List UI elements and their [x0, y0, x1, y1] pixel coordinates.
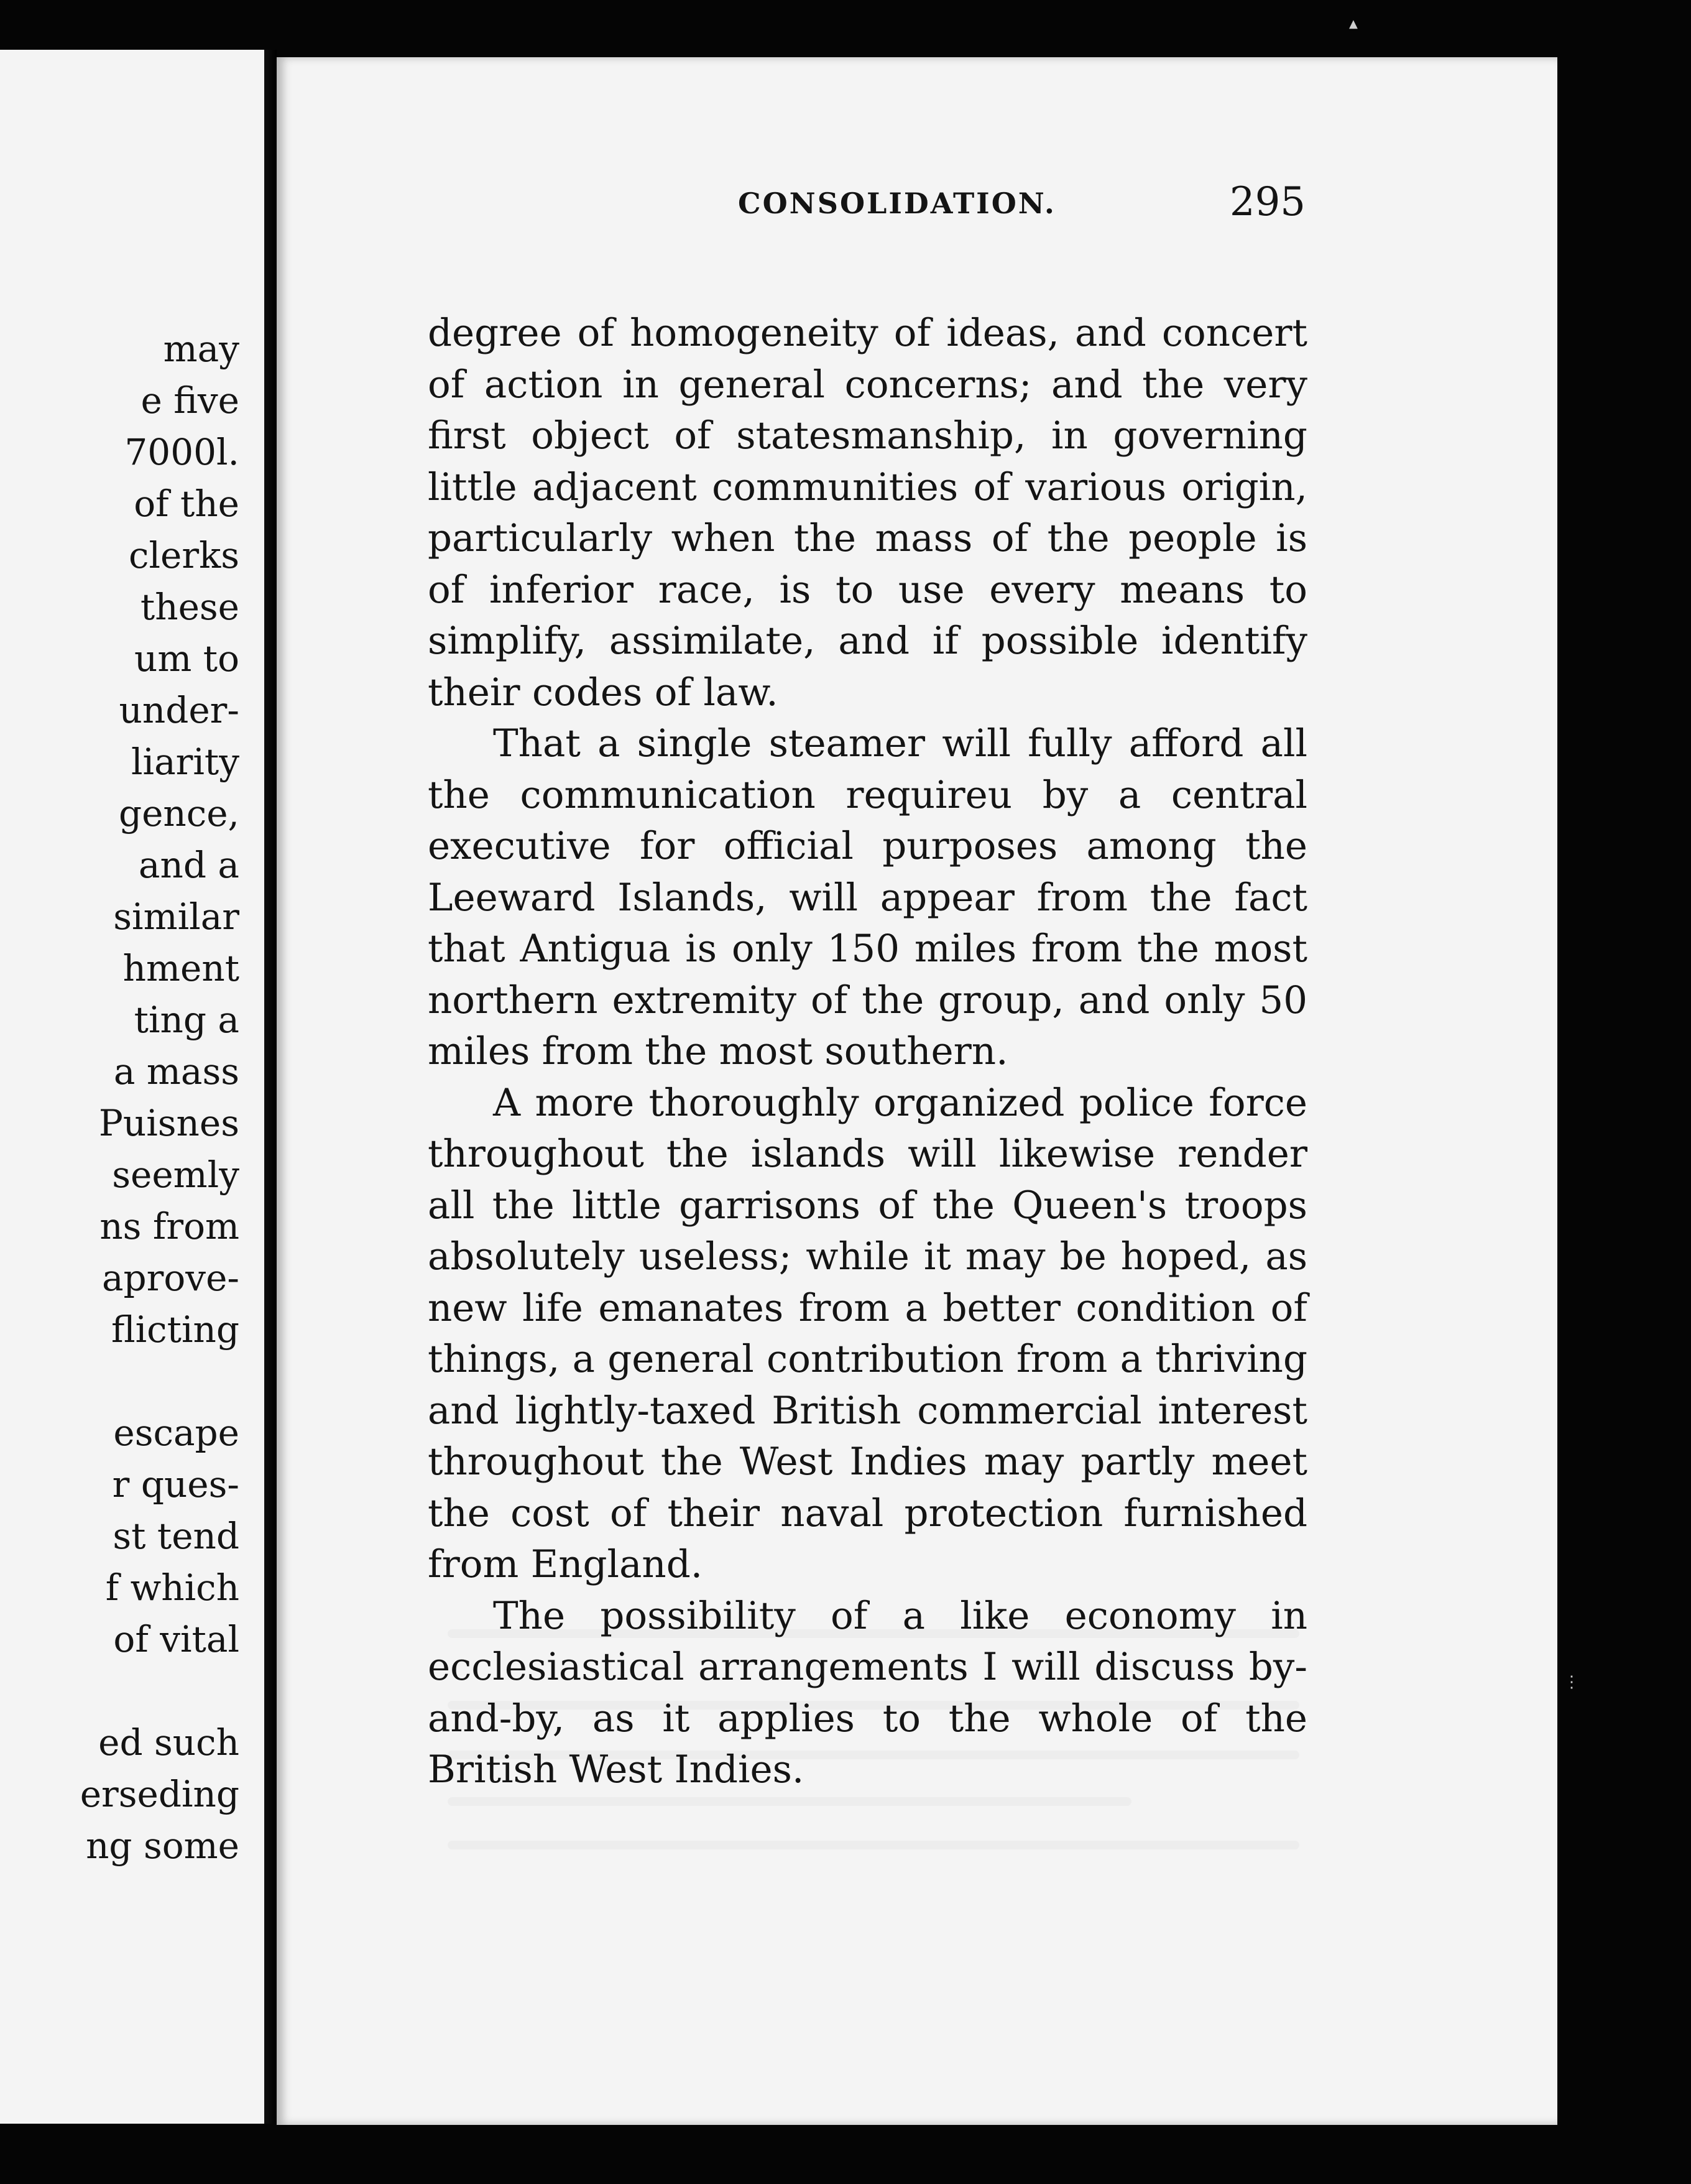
left-page-line: hment — [122, 947, 239, 989]
paragraph-steamer: That a single steamer will fully afford all the communication requireu by a central executive for official purposes among the Leeward Islands, will appear from the fact that Antigua is only 150 miles from the most northern extremity of the group, and only 50 miles from the most southern. — [428, 721, 1307, 1073]
facing-page-left — [0, 50, 264, 2124]
left-page-line: ed such — [98, 1721, 239, 1764]
left-page-line: of vital — [113, 1618, 239, 1660]
running-head — [457, 179, 1306, 229]
show-through-line — [448, 1629, 1299, 1638]
left-page-line: um to — [134, 637, 239, 680]
left-page-line: erseding — [80, 1773, 239, 1815]
left-page-line: ns from — [99, 1205, 239, 1247]
left-page-line: r ques- — [112, 1463, 239, 1506]
left-page-line: gence, — [118, 792, 239, 835]
left-page-line: e five — [141, 379, 239, 422]
left-page-line: flicting — [111, 1308, 239, 1351]
left-page-line: of the — [134, 483, 239, 525]
left-page-line: escape — [113, 1412, 239, 1454]
left-page-line: under- — [119, 689, 239, 731]
show-through-line — [448, 1841, 1299, 1849]
paragraph-police: A more thoroughly organized police force throughout the islands will likewise render all the little garrisons of the Queen's troops absolutely useless; while it may be hoped, as new life emanates from a better condition of things, a general contribution from a thriving and lightly-taxed British commercial interest throughout the West Indies may partly meet the cost of their naval protection furnished from England. — [428, 1080, 1307, 1586]
left-page-line: these — [140, 586, 239, 628]
left-page-line: clerks — [129, 534, 239, 576]
paragraph-ecclesiastical: The possibility of a like economy in ecclesiastical arrangements I will discuss by-and-by, as it applies to the whole of the British West Indies. — [428, 1593, 1307, 1792]
left-page-line: 7000l. — [124, 431, 239, 473]
scan-speck: ▲ — [1349, 17, 1358, 30]
left-page-line: f which — [105, 1566, 239, 1609]
page-number: 295 — [1229, 179, 1306, 225]
book-gutter — [264, 50, 277, 2124]
show-through-line — [448, 1751, 1299, 1759]
show-through-line — [448, 1797, 1131, 1806]
left-page-line: a mass — [113, 1050, 239, 1093]
left-page-line: may — [163, 328, 239, 370]
left-page-line: similar — [113, 895, 239, 938]
page-body — [428, 308, 1307, 1796]
left-page-line: Puisnes — [98, 1102, 239, 1144]
left-page-line: and a — [138, 844, 239, 886]
left-page-line: ng some — [86, 1825, 239, 1867]
left-page-line: aprove- — [101, 1257, 239, 1299]
paragraph-continued: degree of homogeneity of ideas, and concert of action in general concerns; and the very first object of statesmanship, in governing little adjacent communities of various origin, particularly when the mass of the people is of inferior race, is to use every means to simplify, assimilate, and if possible identify their codes of law. — [428, 311, 1307, 715]
left-page-line: ting a — [134, 999, 239, 1041]
show-through-line — [448, 1701, 1299, 1710]
left-page-line: liarity — [131, 741, 239, 783]
scan-speck: ⋮ — [1564, 1673, 1580, 1691]
left-page-line: seemly — [112, 1154, 239, 1196]
running-title: CONSOLIDATION. — [738, 187, 1056, 220]
left-page-line: st tend — [113, 1515, 239, 1557]
